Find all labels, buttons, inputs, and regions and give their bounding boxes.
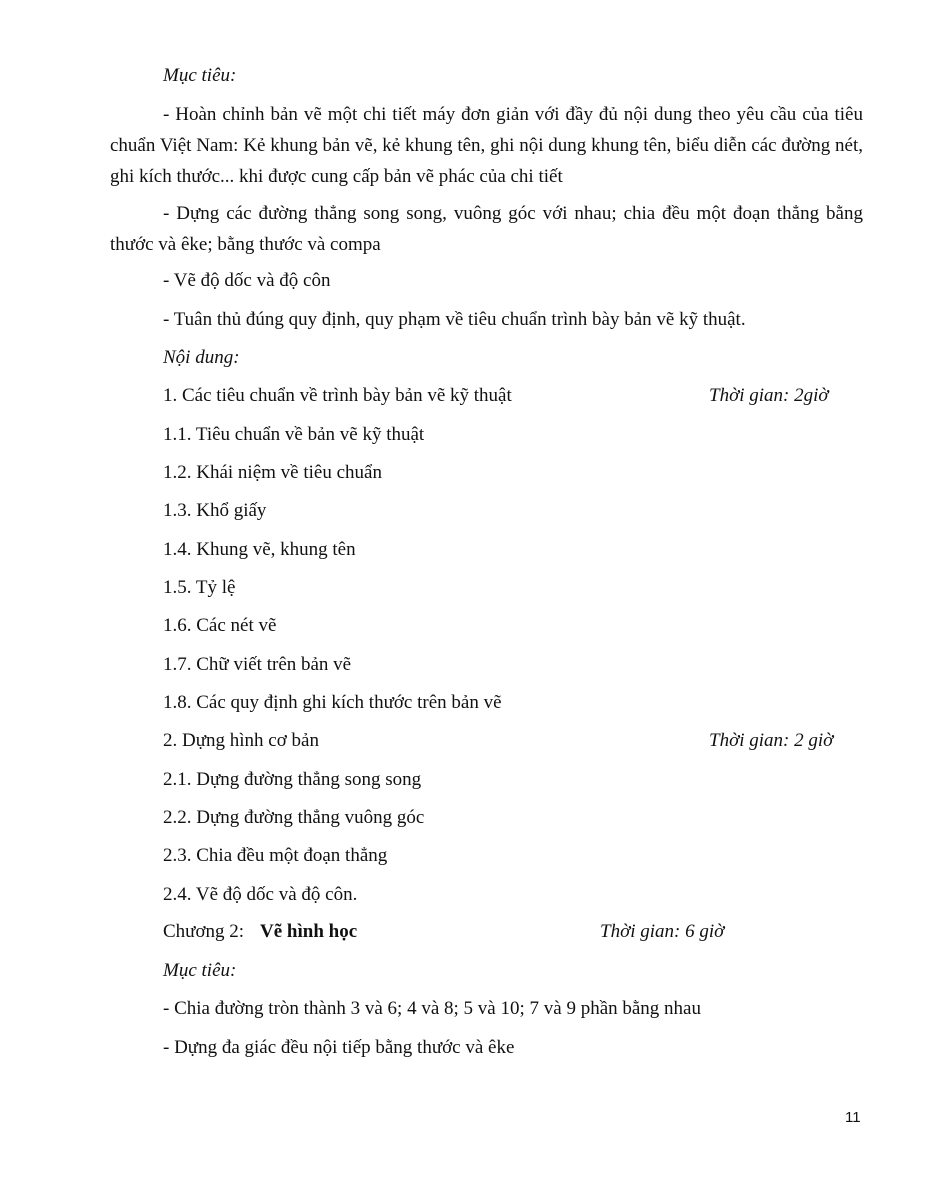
list-item: 1.6. Các nét vẽ: [163, 615, 277, 636]
chapter-2-time: Thời gian: 6 giờ: [600, 921, 725, 942]
section-1-time: Thời gian: 2giờ: [709, 385, 829, 406]
chapter-2-objectives-heading: Mục tiêu:: [163, 960, 237, 981]
list-item: 2.3. Chia đều một đoạn thẳng: [163, 845, 388, 866]
list-item: 2.4. Vẽ độ dốc và độ côn.: [163, 884, 358, 905]
list-item: 1.3. Khổ giấy: [163, 500, 267, 521]
objective-paragraph-1: - Hoàn chỉnh bản vẽ một chi tiết máy đơn giản với đầy đủ nội dung theo yêu cầu của tiêu chuẩn Việt Nam: Kẻ khung bản vẽ, kẻ khung tên, ghi nội dung khung tên, biểu diễn các đường nét, ghi kích thước... khi được cung cấp bản vẽ phác của chi tiết: [110, 104, 863, 187]
section-2-time: Thời gian: 2 giờ: [709, 730, 834, 751]
chapter-2-title: Vẽ hình học: [260, 921, 358, 942]
chapter-2-prefix: Chương 2:: [163, 921, 245, 942]
page-number: 11: [845, 1109, 861, 1126]
section-1-title: 1. Các tiêu chuẩn về trình bày bản vẽ kỹ thuật: [163, 385, 512, 406]
objectives-heading: Mục tiêu:: [163, 65, 237, 86]
list-item: 1.4. Khung vẽ, khung tên: [163, 539, 356, 560]
list-item: 2.2. Dựng đường thẳng vuông góc: [163, 807, 425, 828]
list-item: 2.1. Dựng đường thẳng song song: [163, 769, 422, 790]
chapter-2-objective-1: - Chia đường tròn thành 3 và 6; 4 và 8; 5 và 10; 7 và 9 phần bằng nhau: [163, 998, 701, 1019]
section-2-title: 2. Dựng hình cơ bản: [163, 730, 319, 751]
list-item: 1.7. Chữ viết trên bản vẽ: [163, 654, 352, 675]
objective-paragraph-2: - Dựng các đường thẳng song song, vuông góc với nhau; chia đều một đoạn thẳng bằng thước và êke; bằng thước và compa: [110, 203, 863, 255]
objective-paragraph-3: - Vẽ độ dốc và độ côn: [163, 270, 331, 291]
list-item: 1.2. Khái niệm về tiêu chuẩn: [163, 462, 382, 483]
chapter-2-objective-2: - Dựng đa giác đều nội tiếp bằng thước và êke: [163, 1037, 515, 1058]
objective-paragraph-4: - Tuân thủ đúng quy định, quy phạm về tiêu chuẩn trình bày bản vẽ kỹ thuật.: [163, 309, 746, 330]
content-heading: Nội dung:: [163, 347, 240, 368]
list-item: 1.5. Tỷ lệ: [163, 577, 236, 598]
list-item: 1.8. Các quy định ghi kích thước trên bản vẽ: [163, 692, 502, 713]
list-item: 1.1. Tiêu chuẩn về bản vẽ kỹ thuật: [163, 424, 425, 445]
